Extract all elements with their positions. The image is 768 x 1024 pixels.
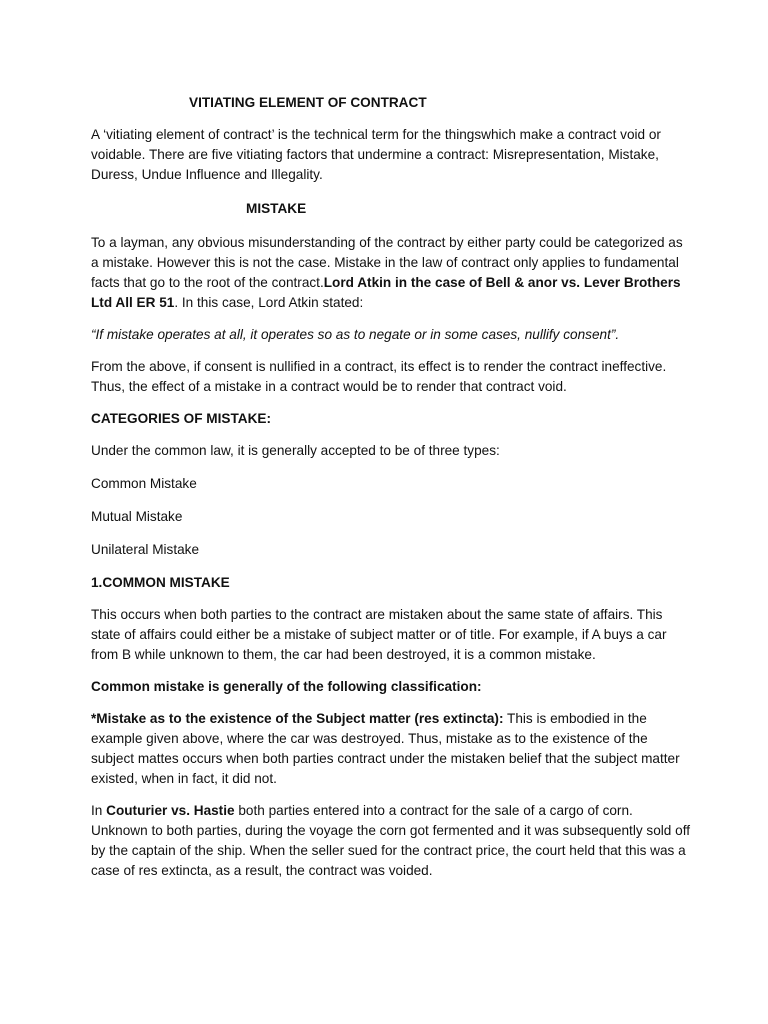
- case-citation-bell: Lord Atkin in the case of Bell & anor vs. Lever Brothers Ltd All ER 51: [91, 275, 681, 310]
- atkin-quote: “If mistake operates at all, it operates so as to negate or in some cases, nullify consent”.: [91, 327, 620, 342]
- categories-heading: CATEGORIES OF MISTAKE:: [91, 411, 271, 426]
- res-extincta-label: *Mistake as to the existence of the Subject matter (res extincta):: [91, 711, 504, 726]
- res-extincta-paragraph: [91, 709, 691, 789]
- couturier-in: In: [91, 803, 107, 818]
- couturier-text: both parties entered into a contract for the sale of a cargo of corn. Unknown to both parties, during the voyage the corn got fermented and it was subsequently sold off by the captain of the ship. When the seller sued for the contract price, the court held that this was a case of res extincta, as a result, the contract was voided.: [91, 803, 691, 878]
- mistake-paragraph-text: To a layman, any obvious misunderstanding of the contract by either party could be categorized as a mistake. However this is not the case. Mistake in the law of contract only applies to fundamental facts that go to the root of the contract.: [91, 235, 683, 290]
- category-item: Unilateral Mistake: [91, 542, 200, 557]
- categories-intro: Under the common law, it is generally accepted to be of three types:: [91, 443, 500, 458]
- common-mistake-paragraph: This occurs when both parties to the contract are mistaken about the same state of affairs. This state of affairs could either be a mistake of subject matter or of title. For example, if A buys a car from B while unknown to them, the car had been destroyed, it is a common mistake.: [91, 607, 667, 662]
- document-title: VITIATING ELEMENT OF CONTRACT: [189, 95, 427, 110]
- intro-paragraph: A ‘vitiating element of contract’ is the technical term for the thingswhich make a contract void or voidable. There are five vitiating factors that undermine a contract: Misrepresentation, Mistake, Duress, Undue Influence and Illegality.: [91, 127, 661, 182]
- mistake-heading: MISTAKE: [246, 201, 307, 216]
- mistake-paragraph-end: . In this case, Lord Atkin stated:: [174, 295, 364, 310]
- category-item: Mutual Mistake: [91, 509, 183, 524]
- case-citation-couturier: Couturier vs. Hastie: [106, 803, 235, 818]
- from-above-paragraph: From the above, if consent is nullified in a contract, its effect is to render the contract ineffective. Thus, the effect of a mistake in a contract would be to render that contract void.: [91, 359, 667, 394]
- category-item: Common Mistake: [91, 476, 197, 491]
- classification-heading: Common mistake is generally of the following classification:: [91, 679, 482, 694]
- res-extincta-text: This is embodied in the example given above, where the car was destroyed. Thus, mistake as to the existence of the subject mattes occurs when both parties contract under the mistaken belief that the subject matter existed, when in fact, it did not.: [91, 711, 680, 786]
- document-body: [91, 93, 691, 893]
- mistake-paragraph: [91, 233, 691, 313]
- couturier-paragraph: [91, 801, 691, 881]
- common-mistake-heading: 1.COMMON MISTAKE: [91, 575, 230, 590]
